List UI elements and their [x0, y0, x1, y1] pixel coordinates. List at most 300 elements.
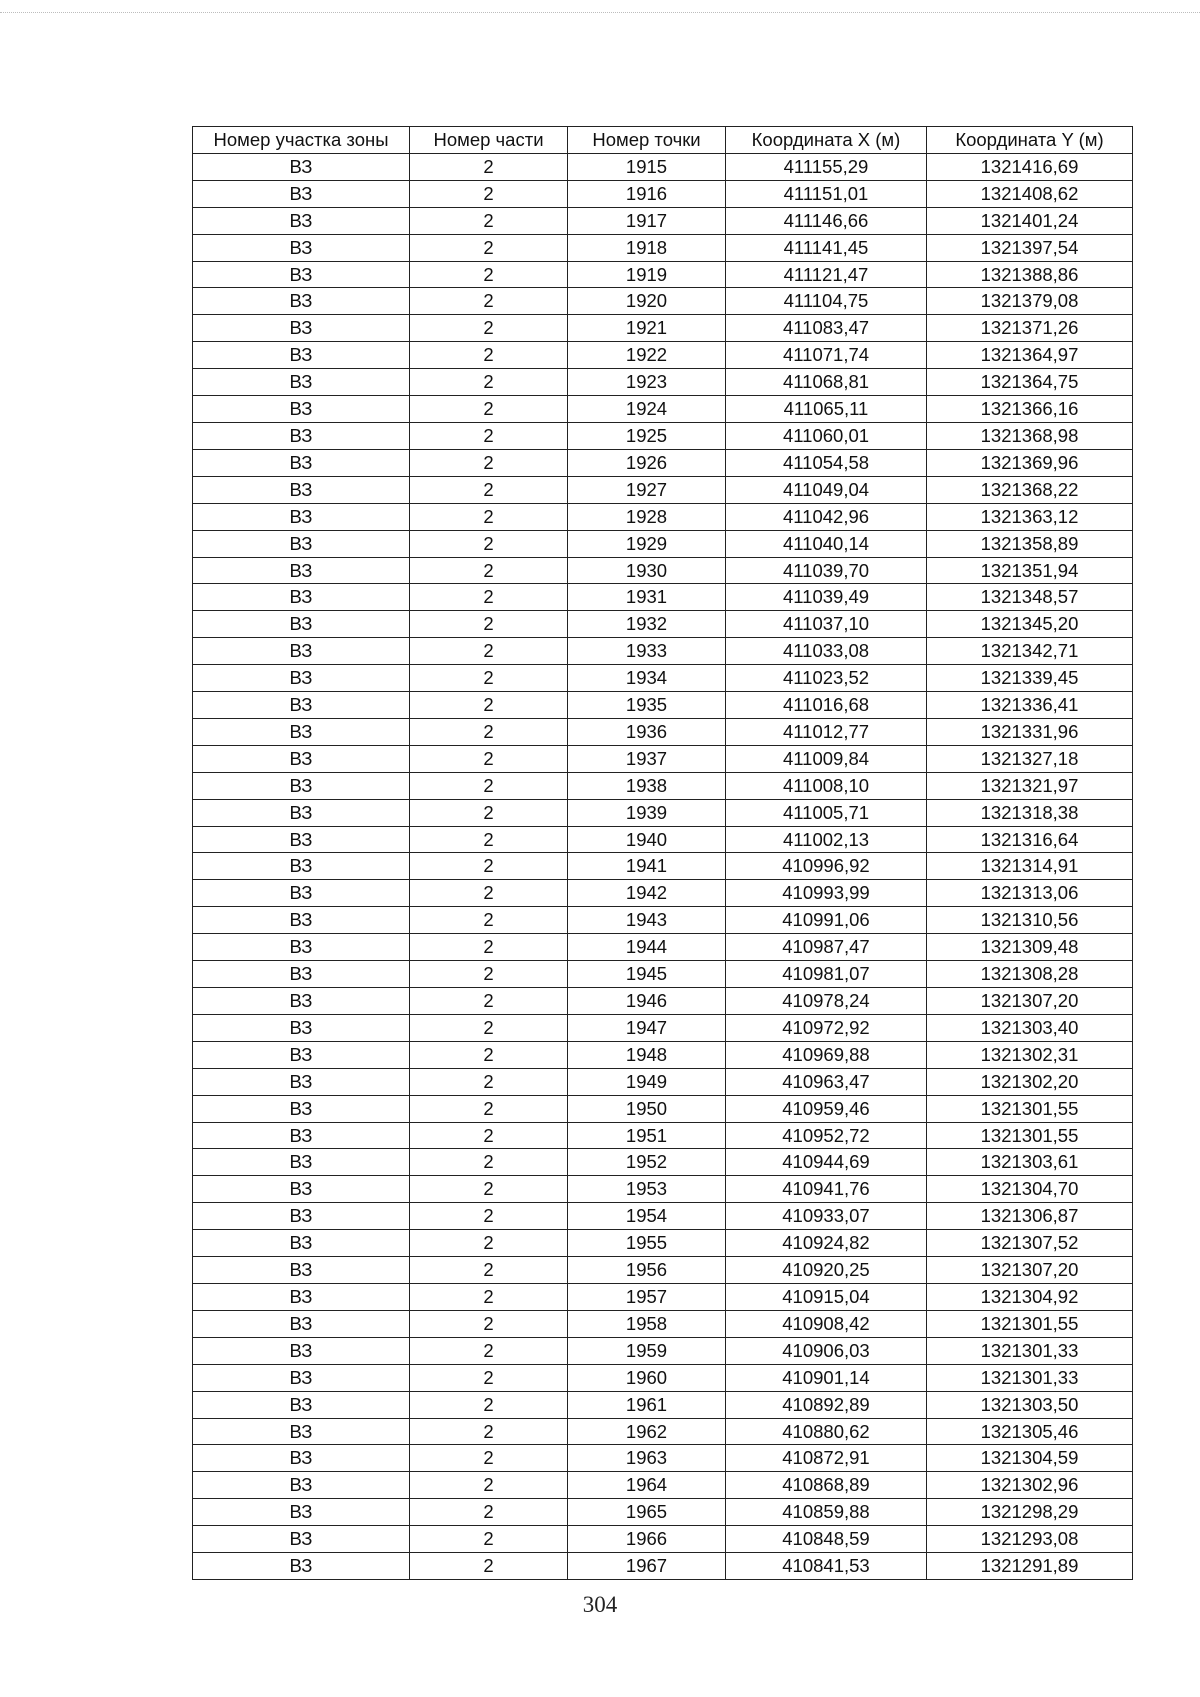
cell-coordinate-y: 1321342,71 [927, 638, 1133, 665]
cell-coordinate-x: 411054,58 [726, 449, 927, 476]
cell-part-number: 2 [410, 396, 568, 423]
cell-coordinate-x: 410991,06 [726, 907, 927, 934]
cell-coordinate-y: 1321301,55 [927, 1310, 1133, 1337]
cell-zone-section: ВЗ [193, 1553, 410, 1580]
cell-coordinate-x: 411146,66 [726, 207, 927, 234]
cell-part-number: 2 [410, 745, 568, 772]
cell-point-number: 1923 [568, 369, 726, 396]
cell-coordinate-y: 1321371,26 [927, 315, 1133, 342]
cell-coordinate-x: 411155,29 [726, 153, 927, 180]
cell-coordinate-y: 1321363,12 [927, 503, 1133, 530]
page-number: 304 [582, 1592, 618, 1617]
cell-point-number: 1948 [568, 1041, 726, 1068]
cell-point-number: 1954 [568, 1203, 726, 1230]
cell-part-number: 2 [410, 692, 568, 719]
cell-coordinate-y: 1321348,57 [927, 584, 1133, 611]
cell-point-number: 1939 [568, 799, 726, 826]
cell-coordinate-x: 411104,75 [726, 288, 927, 315]
cell-part-number: 2 [410, 1283, 568, 1310]
cell-point-number: 1960 [568, 1364, 726, 1391]
cell-coordinate-x: 410987,47 [726, 934, 927, 961]
table-row [193, 1257, 1133, 1284]
table-row [193, 961, 1133, 988]
cell-coordinate-y: 1321302,96 [927, 1472, 1133, 1499]
cell-zone-section: ВЗ [193, 342, 410, 369]
cell-coordinate-y: 1321366,16 [927, 396, 1133, 423]
cell-zone-section: ВЗ [193, 692, 410, 719]
table-row [193, 1149, 1133, 1176]
table-row [193, 342, 1133, 369]
cell-coordinate-y: 1321306,87 [927, 1203, 1133, 1230]
table-row [193, 1014, 1133, 1041]
cell-coordinate-x: 410901,14 [726, 1364, 927, 1391]
cell-coordinate-x: 411039,49 [726, 584, 927, 611]
cell-coordinate-x: 410993,99 [726, 880, 927, 907]
table-row [193, 261, 1133, 288]
cell-point-number: 1944 [568, 934, 726, 961]
cell-coordinate-y: 1321302,31 [927, 1041, 1133, 1068]
cell-part-number: 2 [410, 611, 568, 638]
cell-coordinate-y: 1321307,52 [927, 1230, 1133, 1257]
cell-zone-section: ВЗ [193, 1230, 410, 1257]
cell-coordinate-x: 411009,84 [726, 745, 927, 772]
table-row [193, 1122, 1133, 1149]
cell-part-number: 2 [410, 261, 568, 288]
cell-coordinate-x: 411060,01 [726, 422, 927, 449]
cell-coordinate-x: 411049,04 [726, 476, 927, 503]
cell-part-number: 2 [410, 638, 568, 665]
cell-coordinate-x: 410848,59 [726, 1526, 927, 1553]
cell-coordinate-y: 1321305,46 [927, 1418, 1133, 1445]
cell-zone-section: ВЗ [193, 1445, 410, 1472]
cell-point-number: 1924 [568, 396, 726, 423]
page-top-edge [0, 12, 1200, 13]
cell-coordinate-y: 1321327,18 [927, 745, 1133, 772]
table-row [193, 880, 1133, 907]
table-row [193, 772, 1133, 799]
cell-point-number: 1927 [568, 476, 726, 503]
cell-coordinate-y: 1321303,61 [927, 1149, 1133, 1176]
cell-zone-section: ВЗ [193, 638, 410, 665]
cell-point-number: 1937 [568, 745, 726, 772]
cell-coordinate-x: 410924,82 [726, 1230, 927, 1257]
cell-zone-section: ВЗ [193, 1257, 410, 1284]
cell-point-number: 1956 [568, 1257, 726, 1284]
table-row [193, 1068, 1133, 1095]
cell-coordinate-y: 1321314,91 [927, 853, 1133, 880]
cell-zone-section: ВЗ [193, 1472, 410, 1499]
cell-coordinate-y: 1321303,40 [927, 1014, 1133, 1041]
cell-zone-section: ВЗ [193, 1283, 410, 1310]
table-row [193, 584, 1133, 611]
cell-coordinate-x: 411042,96 [726, 503, 927, 530]
table-row [193, 934, 1133, 961]
cell-zone-section: ВЗ [193, 1176, 410, 1203]
cell-point-number: 1943 [568, 907, 726, 934]
table-row [193, 1230, 1133, 1257]
cell-point-number: 1933 [568, 638, 726, 665]
cell-coordinate-y: 1321364,97 [927, 342, 1133, 369]
cell-coordinate-x: 411002,13 [726, 826, 927, 853]
cell-zone-section: ВЗ [193, 1149, 410, 1176]
cell-part-number: 2 [410, 1337, 568, 1364]
cell-coordinate-y: 1321307,20 [927, 988, 1133, 1015]
cell-zone-section: ВЗ [193, 153, 410, 180]
cell-coordinate-y: 1321301,33 [927, 1337, 1133, 1364]
cell-zone-section: ВЗ [193, 745, 410, 772]
cell-coordinate-y: 1321408,62 [927, 180, 1133, 207]
table-row [193, 369, 1133, 396]
cell-part-number: 2 [410, 1526, 568, 1553]
cell-coordinate-y: 1321307,20 [927, 1257, 1133, 1284]
table-row [193, 1041, 1133, 1068]
cell-part-number: 2 [410, 853, 568, 880]
table-row [193, 665, 1133, 692]
cell-coordinate-y: 1321368,98 [927, 422, 1133, 449]
cell-coordinate-y: 1321302,20 [927, 1068, 1133, 1095]
cell-coordinate-y: 1321308,28 [927, 961, 1133, 988]
cell-zone-section: ВЗ [193, 799, 410, 826]
cell-part-number: 2 [410, 961, 568, 988]
cell-coordinate-x: 410859,88 [726, 1499, 927, 1526]
cell-point-number: 1932 [568, 611, 726, 638]
cell-point-number: 1935 [568, 692, 726, 719]
cell-part-number: 2 [410, 1391, 568, 1418]
cell-zone-section: ВЗ [193, 1310, 410, 1337]
table-row [193, 153, 1133, 180]
cell-zone-section: ВЗ [193, 261, 410, 288]
table-row [193, 745, 1133, 772]
cell-zone-section: ВЗ [193, 207, 410, 234]
table-row [193, 422, 1133, 449]
cell-coordinate-x: 411121,47 [726, 261, 927, 288]
cell-coordinate-y: 1321304,92 [927, 1283, 1133, 1310]
cell-zone-section: ВЗ [193, 449, 410, 476]
cell-part-number: 2 [410, 153, 568, 180]
table-row [193, 476, 1133, 503]
cell-coordinate-x: 410841,53 [726, 1553, 927, 1580]
cell-coordinate-y: 1321316,64 [927, 826, 1133, 853]
cell-coordinate-x: 410952,72 [726, 1122, 927, 1149]
table-body [193, 153, 1133, 1579]
cell-point-number: 1958 [568, 1310, 726, 1337]
cell-coordinate-y: 1321313,06 [927, 880, 1133, 907]
cell-part-number: 2 [410, 1310, 568, 1337]
table-row [193, 1391, 1133, 1418]
cell-zone-section: ВЗ [193, 1068, 410, 1095]
cell-point-number: 1942 [568, 880, 726, 907]
cell-zone-section: ВЗ [193, 234, 410, 261]
cell-part-number: 2 [410, 476, 568, 503]
cell-zone-section: ВЗ [193, 1014, 410, 1041]
cell-coordinate-x: 410872,91 [726, 1445, 927, 1472]
cell-point-number: 1955 [568, 1230, 726, 1257]
table-row [193, 853, 1133, 880]
cell-zone-section: ВЗ [193, 1122, 410, 1149]
cell-coordinate-x: 410972,92 [726, 1014, 927, 1041]
cell-point-number: 1950 [568, 1095, 726, 1122]
cell-point-number: 1966 [568, 1526, 726, 1553]
cell-coordinate-y: 1321309,48 [927, 934, 1133, 961]
cell-point-number: 1922 [568, 342, 726, 369]
cell-zone-section: ВЗ [193, 853, 410, 880]
cell-part-number: 2 [410, 1095, 568, 1122]
cell-coordinate-x: 410920,25 [726, 1257, 927, 1284]
cell-coordinate-y: 1321298,29 [927, 1499, 1133, 1526]
cell-point-number: 1919 [568, 261, 726, 288]
table-row [193, 1283, 1133, 1310]
cell-coordinate-x: 411071,74 [726, 342, 927, 369]
cell-zone-section: ВЗ [193, 718, 410, 745]
cell-point-number: 1946 [568, 988, 726, 1015]
cell-zone-section: ВЗ [193, 422, 410, 449]
cell-coordinate-x: 410978,24 [726, 988, 927, 1015]
cell-part-number: 2 [410, 422, 568, 449]
cell-zone-section: ВЗ [193, 665, 410, 692]
cell-point-number: 1965 [568, 1499, 726, 1526]
cell-part-number: 2 [410, 880, 568, 907]
cell-point-number: 1934 [568, 665, 726, 692]
cell-part-number: 2 [410, 1499, 568, 1526]
table-row [193, 1203, 1133, 1230]
cell-point-number: 1915 [568, 153, 726, 180]
cell-zone-section: ВЗ [193, 961, 410, 988]
cell-point-number: 1964 [568, 1472, 726, 1499]
cell-part-number: 2 [410, 988, 568, 1015]
table-row [193, 638, 1133, 665]
cell-coordinate-x: 410868,89 [726, 1472, 927, 1499]
cell-coordinate-x: 410969,88 [726, 1041, 927, 1068]
header-coordinate-x: Координата X (м) [726, 127, 927, 154]
cell-coordinate-y: 1321301,33 [927, 1364, 1133, 1391]
cell-point-number: 1931 [568, 584, 726, 611]
cell-zone-section: ВЗ [193, 396, 410, 423]
cell-point-number: 1916 [568, 180, 726, 207]
cell-part-number: 2 [410, 557, 568, 584]
cell-coordinate-y: 1321358,89 [927, 530, 1133, 557]
cell-coordinate-x: 410944,69 [726, 1149, 927, 1176]
cell-part-number: 2 [410, 1553, 568, 1580]
cell-coordinate-x: 411039,70 [726, 557, 927, 584]
cell-coordinate-y: 1321416,69 [927, 153, 1133, 180]
cell-zone-section: ВЗ [193, 584, 410, 611]
cell-zone-section: ВЗ [193, 1364, 410, 1391]
cell-part-number: 2 [410, 342, 568, 369]
cell-part-number: 2 [410, 1122, 568, 1149]
header-coordinate-y: Координата Y (м) [927, 127, 1133, 154]
cell-part-number: 2 [410, 1472, 568, 1499]
cell-point-number: 1945 [568, 961, 726, 988]
cell-coordinate-x: 410880,62 [726, 1418, 927, 1445]
cell-point-number: 1925 [568, 422, 726, 449]
cell-point-number: 1961 [568, 1391, 726, 1418]
cell-zone-section: ВЗ [193, 1203, 410, 1230]
cell-coordinate-x: 410981,07 [726, 961, 927, 988]
cell-coordinate-y: 1321301,55 [927, 1122, 1133, 1149]
cell-zone-section: ВЗ [193, 988, 410, 1015]
cell-point-number: 1917 [568, 207, 726, 234]
cell-coordinate-y: 1321339,45 [927, 665, 1133, 692]
cell-coordinate-x: 411151,01 [726, 180, 927, 207]
cell-coordinate-y: 1321397,54 [927, 234, 1133, 261]
table-row [193, 907, 1133, 934]
table-row [193, 503, 1133, 530]
cell-part-number: 2 [410, 1014, 568, 1041]
cell-coordinate-x: 410959,46 [726, 1095, 927, 1122]
cell-point-number: 1951 [568, 1122, 726, 1149]
cell-part-number: 2 [410, 1418, 568, 1445]
cell-zone-section: ВЗ [193, 1499, 410, 1526]
table-row [193, 1418, 1133, 1445]
coordinates-table [192, 126, 1133, 1580]
cell-coordinate-x: 411068,81 [726, 369, 927, 396]
table-row [193, 234, 1133, 261]
cell-point-number: 1947 [568, 1014, 726, 1041]
cell-coordinate-y: 1321304,70 [927, 1176, 1133, 1203]
cell-coordinate-x: 410906,03 [726, 1337, 927, 1364]
cell-coordinate-y: 1321303,50 [927, 1391, 1133, 1418]
cell-point-number: 1952 [568, 1149, 726, 1176]
cell-coordinate-x: 411037,10 [726, 611, 927, 638]
table-row [193, 449, 1133, 476]
cell-zone-section: ВЗ [193, 907, 410, 934]
cell-zone-section: ВЗ [193, 503, 410, 530]
cell-part-number: 2 [410, 1149, 568, 1176]
cell-coordinate-x: 411040,14 [726, 530, 927, 557]
cell-point-number: 1949 [568, 1068, 726, 1095]
table-row [193, 799, 1133, 826]
cell-zone-section: ВЗ [193, 611, 410, 638]
cell-point-number: 1959 [568, 1337, 726, 1364]
cell-zone-section: ВЗ [193, 1095, 410, 1122]
cell-coordinate-x: 411016,68 [726, 692, 927, 719]
table-row [193, 1176, 1133, 1203]
cell-part-number: 2 [410, 1257, 568, 1284]
cell-point-number: 1918 [568, 234, 726, 261]
table-row [193, 692, 1133, 719]
cell-point-number: 1920 [568, 288, 726, 315]
table-row [193, 315, 1133, 342]
cell-coordinate-x: 411033,08 [726, 638, 927, 665]
cell-part-number: 2 [410, 1230, 568, 1257]
cell-coordinate-y: 1321336,41 [927, 692, 1133, 719]
table-row [193, 1553, 1133, 1580]
table-row [193, 826, 1133, 853]
cell-point-number: 1936 [568, 718, 726, 745]
table-row [193, 988, 1133, 1015]
cell-coordinate-y: 1321318,38 [927, 799, 1133, 826]
cell-coordinate-y: 1321301,55 [927, 1095, 1133, 1122]
table-row [193, 1472, 1133, 1499]
cell-part-number: 2 [410, 503, 568, 530]
cell-coordinate-y: 1321304,59 [927, 1445, 1133, 1472]
header-zone-section: Номер участка зоны [193, 127, 410, 154]
table-row [193, 1310, 1133, 1337]
table-row [193, 1499, 1133, 1526]
cell-part-number: 2 [410, 1203, 568, 1230]
cell-part-number: 2 [410, 826, 568, 853]
cell-zone-section: ВЗ [193, 288, 410, 315]
cell-coordinate-y: 1321401,24 [927, 207, 1133, 234]
table-row [193, 1445, 1133, 1472]
cell-point-number: 1928 [568, 503, 726, 530]
table-row [193, 180, 1133, 207]
cell-zone-section: ВЗ [193, 934, 410, 961]
cell-coordinate-x: 411023,52 [726, 665, 927, 692]
cell-coordinate-x: 411012,77 [726, 718, 927, 745]
cell-coordinate-y: 1321379,08 [927, 288, 1133, 315]
header-point-number: Номер точки [568, 127, 726, 154]
cell-zone-section: ВЗ [193, 557, 410, 584]
cell-part-number: 2 [410, 1364, 568, 1391]
cell-part-number: 2 [410, 1445, 568, 1472]
table-header-row [193, 127, 1133, 154]
cell-part-number: 2 [410, 207, 568, 234]
cell-zone-section: ВЗ [193, 1418, 410, 1445]
cell-coordinate-y: 1321351,94 [927, 557, 1133, 584]
table-row [193, 288, 1133, 315]
cell-coordinate-y: 1321364,75 [927, 369, 1133, 396]
cell-zone-section: ВЗ [193, 180, 410, 207]
cell-coordinate-x: 410933,07 [726, 1203, 927, 1230]
table-row [193, 1337, 1133, 1364]
cell-part-number: 2 [410, 772, 568, 799]
table-row [193, 557, 1133, 584]
cell-point-number: 1953 [568, 1176, 726, 1203]
table-row [193, 718, 1133, 745]
cell-part-number: 2 [410, 907, 568, 934]
cell-coordinate-x: 411083,47 [726, 315, 927, 342]
cell-zone-section: ВЗ [193, 1337, 410, 1364]
cell-coordinate-x: 410996,92 [726, 853, 927, 880]
table-row [193, 611, 1133, 638]
cell-point-number: 1963 [568, 1445, 726, 1472]
cell-zone-section: ВЗ [193, 530, 410, 557]
cell-part-number: 2 [410, 530, 568, 557]
table-row [193, 1526, 1133, 1553]
cell-point-number: 1926 [568, 449, 726, 476]
cell-coordinate-x: 410963,47 [726, 1068, 927, 1095]
cell-point-number: 1962 [568, 1418, 726, 1445]
cell-zone-section: ВЗ [193, 1526, 410, 1553]
cell-part-number: 2 [410, 234, 568, 261]
table-row [193, 207, 1133, 234]
cell-coordinate-y: 1321331,96 [927, 718, 1133, 745]
cell-part-number: 2 [410, 1068, 568, 1095]
cell-coordinate-x: 411005,71 [726, 799, 927, 826]
table-row [193, 530, 1133, 557]
cell-part-number: 2 [410, 180, 568, 207]
cell-coordinate-x: 411141,45 [726, 234, 927, 261]
cell-coordinate-x: 410941,76 [726, 1176, 927, 1203]
cell-coordinate-x: 411065,11 [726, 396, 927, 423]
cell-part-number: 2 [410, 288, 568, 315]
cell-coordinate-x: 410908,42 [726, 1310, 927, 1337]
cell-point-number: 1938 [568, 772, 726, 799]
cell-point-number: 1921 [568, 315, 726, 342]
cell-coordinate-x: 410915,04 [726, 1283, 927, 1310]
cell-zone-section: ВЗ [193, 369, 410, 396]
cell-coordinate-y: 1321369,96 [927, 449, 1133, 476]
cell-coordinate-y: 1321368,22 [927, 476, 1133, 503]
cell-point-number: 1941 [568, 853, 726, 880]
cell-coordinate-y: 1321291,89 [927, 1553, 1133, 1580]
cell-zone-section: ВЗ [193, 826, 410, 853]
cell-point-number: 1967 [568, 1553, 726, 1580]
cell-zone-section: ВЗ [193, 1391, 410, 1418]
cell-point-number: 1940 [568, 826, 726, 853]
cell-zone-section: ВЗ [193, 315, 410, 342]
